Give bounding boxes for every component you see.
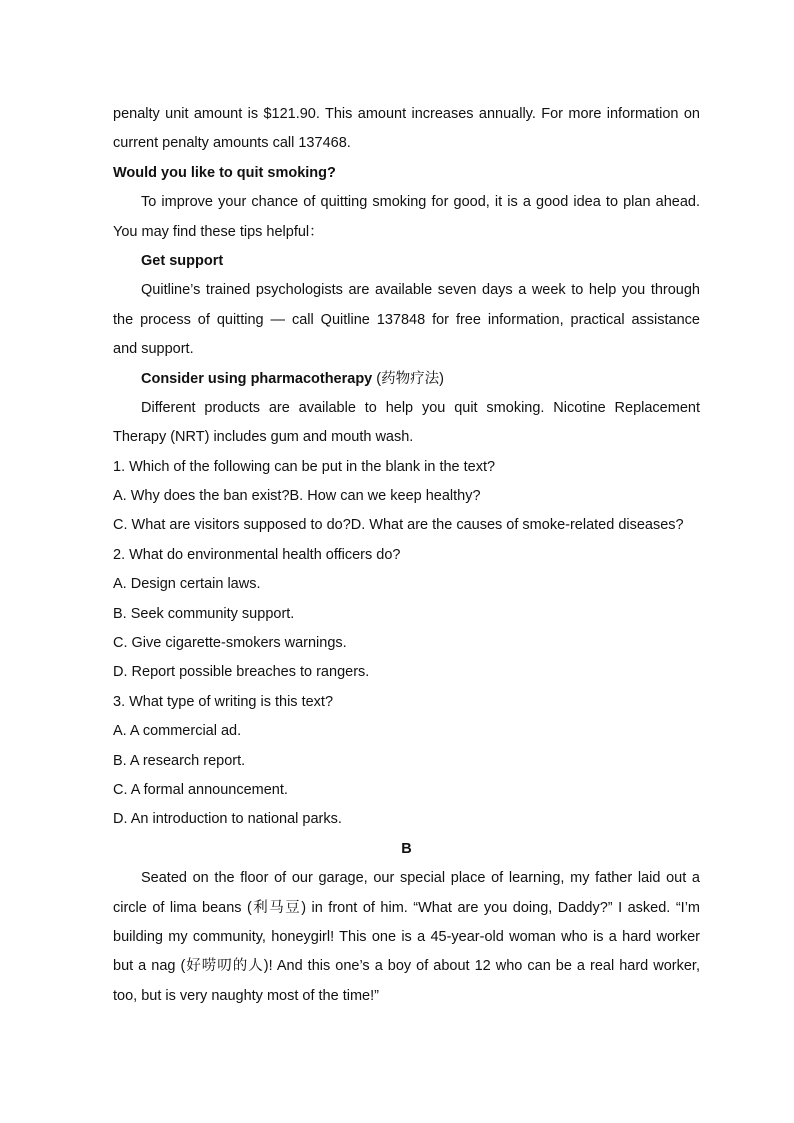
section-b-label: B	[401, 840, 412, 857]
question-3-stem: 3. What type of writing is this text?	[113, 693, 334, 710]
question-2-option: D. Report possible breaches to rangers.	[113, 664, 370, 681]
question-1-stem: 1. Which of the following can be put in the blank in the text?	[113, 458, 496, 475]
question-3-option: D. An introduction to national parks.	[113, 811, 342, 828]
pharma-line-1: Different products are available to help you quit smoking. Nicotine Replacement	[141, 399, 700, 416]
question-2-option: B. Seek community support.	[113, 605, 295, 622]
intro-line-2: current penalty amounts call 137468.	[113, 135, 351, 152]
quit-heading: Would you like to quit smoking?	[113, 164, 336, 181]
intro-line-1: penalty unit amount is $121.90. This amount increases annually. For more information on	[113, 106, 700, 122]
question-3-option: B. A research report.	[113, 752, 246, 769]
pharma-heading-line	[113, 365, 700, 394]
pharma-heading: Consider using pharmacotherapy	[141, 370, 373, 387]
pharma-heading-cn: (药物疗法)	[376, 370, 444, 387]
section-b-line-5: too, but is very naughty most of the time!”	[113, 987, 379, 1004]
section-b-line-4: but a nag (好唠叨的人)! And this one’s a boy of about 12 who can be a real hard worker,	[113, 958, 700, 975]
question-2-option: A. Design certain laws.	[113, 576, 261, 593]
support-heading: Get support	[141, 252, 224, 269]
question-1-option: C. What are visitors supposed to do?D. What are the causes of smoke-related diseases?	[113, 517, 684, 534]
support-line-1: Quitline’s trained psychologists are available seven days a week to help you through	[141, 282, 700, 299]
pharma-line-2: Therapy (NRT) includes gum and mouth wash.	[113, 429, 414, 446]
question-3-option: A. A commercial ad.	[113, 723, 242, 740]
question-3-option: C. A formal announcement.	[113, 781, 288, 798]
support-line-3: and support.	[113, 341, 194, 358]
support-line-2: the process of quitting — call Quitline 137848 for free information, practical assistance	[113, 311, 700, 328]
section-b-line-2: circle of lima beans (利马豆) in front of him. “What are you doing, Daddy?” I asked. “I’m	[113, 899, 700, 916]
question-1-option: A. Why does the ban exist?B. How can we keep healthy?	[113, 488, 481, 505]
quit-intro-line-2: You may find these tips helpful：	[113, 223, 324, 240]
question-2-stem: 2. What do environmental health officers do?	[113, 546, 401, 563]
section-b-line-3: building my community, honeygirl! This one is a 45-year-old woman who is a hard worker	[113, 928, 700, 945]
quit-intro-line-1: To improve your chance of quitting smoking for good, it is a good idea to plan ahead.	[141, 194, 700, 211]
question-2-option: C. Give cigarette-smokers warnings.	[113, 635, 347, 652]
section-b-line-1: Seated on the floor of our garage, our special place of learning, my father laid out a	[141, 870, 700, 887]
